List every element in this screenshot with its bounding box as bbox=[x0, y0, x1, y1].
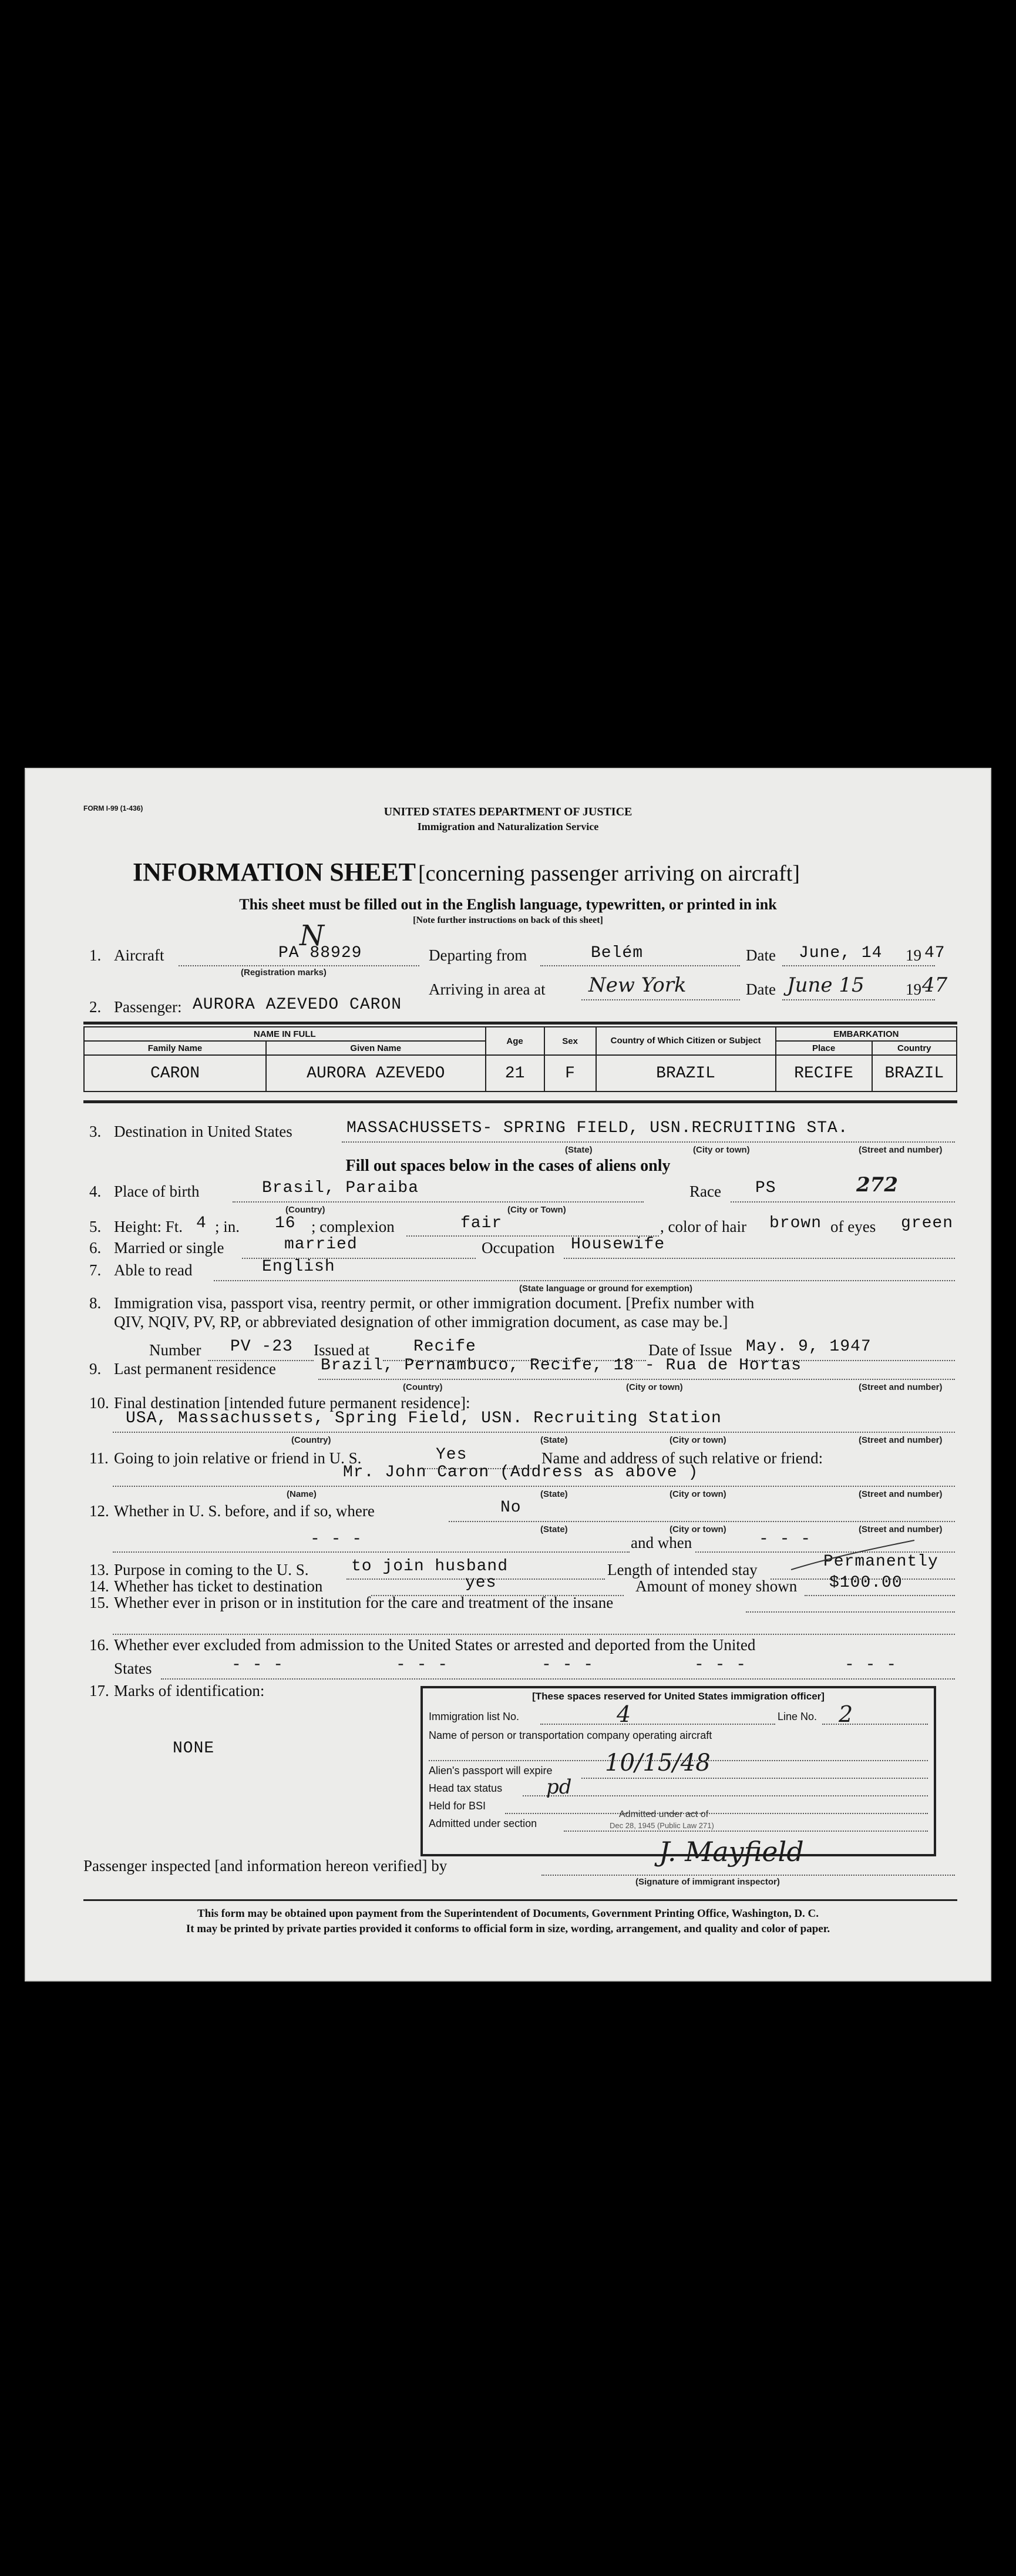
departure-date-line bbox=[782, 965, 935, 966]
residence-country-caption: (Country) bbox=[403, 1382, 443, 1392]
stay-hand-stroke bbox=[788, 1537, 917, 1573]
officer-box-title: [These spaces reserved for United States immigration officer] bbox=[532, 1691, 825, 1702]
birth-label: Place of birth bbox=[114, 1183, 200, 1200]
admitted-stamp-line1: Admitted under act of bbox=[619, 1809, 709, 1819]
occupation-label: Occupation bbox=[482, 1239, 555, 1257]
item-number-3: 3. bbox=[89, 1123, 102, 1140]
bsi-line bbox=[505, 1813, 928, 1814]
joining-name-label: Name and address of such relative or friend: bbox=[541, 1449, 823, 1467]
form-number: FORM I-99 (1-436) bbox=[83, 804, 143, 812]
marks-value: NONE bbox=[173, 1739, 215, 1758]
before-value: No bbox=[500, 1499, 522, 1517]
page-title: INFORMATION SHEET [concerning passenger arriving on aircraft] bbox=[133, 858, 800, 886]
item-number-11: 11. bbox=[89, 1449, 109, 1467]
arrival-date-label: Date bbox=[746, 980, 776, 998]
inspector-signature: J. Mayfield bbox=[659, 1836, 804, 1868]
before-when-value: - - - bbox=[759, 1530, 812, 1549]
item-number-8: 8. bbox=[89, 1294, 102, 1312]
destination-city-caption: (City or town) bbox=[693, 1145, 750, 1155]
line-number-value: 2 bbox=[839, 1701, 853, 1727]
before-label: Whether in U. S. before, and if so, where bbox=[114, 1502, 375, 1520]
joining-value: Yes bbox=[436, 1446, 467, 1464]
footer-line1: This form may be obtained upon payment from the Superintendent of Documents, Government Printing Office, Washington, D. C. bbox=[197, 1907, 819, 1920]
final-destination-label: Final destination [intended future permanent residence]: bbox=[114, 1394, 470, 1412]
head-tax-line bbox=[523, 1795, 928, 1796]
ticket-label: Whether has ticket to destination bbox=[114, 1577, 323, 1595]
purpose-value: to join husband bbox=[351, 1557, 509, 1576]
item-number-9: 9. bbox=[89, 1360, 102, 1378]
age-header: Age bbox=[486, 1027, 544, 1055]
arrival-year-value: 47 bbox=[922, 973, 948, 997]
list-number-line bbox=[540, 1724, 775, 1725]
friend-name-caption: (Name) bbox=[287, 1489, 317, 1499]
married-value: married bbox=[284, 1235, 358, 1254]
destination-street-caption: (Street and number) bbox=[859, 1145, 943, 1155]
hair-label: , color of hair bbox=[660, 1218, 746, 1235]
registration-caption: (Registration marks) bbox=[241, 968, 327, 978]
passport-expire-label: Alien's passport will expire bbox=[429, 1765, 553, 1776]
item-number-15: 15. bbox=[89, 1594, 109, 1611]
service-name: Immigration and Naturalization Service bbox=[417, 821, 599, 832]
visa-issued-label: Issued at bbox=[314, 1341, 370, 1359]
arriving-label: Arriving in area at bbox=[429, 980, 546, 998]
race-line bbox=[731, 1201, 955, 1203]
place-header: Place bbox=[776, 1041, 872, 1055]
officer-box bbox=[420, 1686, 936, 1856]
read-line bbox=[214, 1280, 955, 1281]
joining-label: Going to join relative or friend in U. S. bbox=[114, 1449, 362, 1467]
footer-rule bbox=[83, 1899, 957, 1901]
place-value: RECIFE bbox=[776, 1055, 872, 1091]
head-tax-label: Head tax status bbox=[429, 1782, 503, 1794]
given-name-header: Given Name bbox=[266, 1041, 486, 1055]
inspector-caption: (Signature of immigrant inspector) bbox=[635, 1877, 780, 1887]
admitted-section-label: Admitted under section bbox=[429, 1818, 537, 1829]
item-number-7: 7. bbox=[89, 1261, 102, 1279]
arriving-value: New York bbox=[588, 973, 687, 997]
departing-line bbox=[540, 965, 740, 966]
citizen-value: BRAZIL bbox=[596, 1055, 776, 1091]
departing-label: Departing from bbox=[429, 946, 527, 964]
table-top-rule bbox=[83, 1022, 957, 1025]
money-label: Amount of money shown bbox=[635, 1577, 798, 1595]
residence-label: Last permanent residence bbox=[114, 1360, 276, 1378]
excluded-line bbox=[161, 1678, 955, 1680]
final-country-caption: (Country) bbox=[291, 1435, 331, 1445]
inspected-label: Passenger inspected [and information hereon verified] by bbox=[83, 1857, 448, 1875]
aircraft-line bbox=[179, 965, 419, 966]
embarkation-header: EMBARKATION bbox=[776, 1027, 957, 1041]
destination-state-caption: (State) bbox=[565, 1145, 593, 1155]
sex-header: Sex bbox=[544, 1027, 596, 1055]
visa-text-line2: QIV, NQIV, PV, RP, or abbreviated designation of other immigration document, as case may be.] bbox=[114, 1313, 728, 1331]
before-where-line bbox=[113, 1551, 630, 1553]
friend-street-caption: (Street and number) bbox=[859, 1489, 943, 1499]
item-number-10: 10. bbox=[89, 1394, 109, 1412]
before-state-caption: (State) bbox=[540, 1524, 568, 1534]
departure-year-prefix: 19 bbox=[906, 946, 921, 964]
prison-line bbox=[746, 1611, 955, 1613]
eyes-value: green bbox=[901, 1214, 954, 1232]
aircraft-label: Aircraft bbox=[114, 946, 164, 964]
visa-issued-value: Recife bbox=[413, 1338, 476, 1356]
friend-value: Mr. John Caron (Address as above ) bbox=[343, 1463, 699, 1482]
money-value: $100.00 bbox=[829, 1574, 903, 1592]
bsi-label: Held for BSI bbox=[429, 1800, 486, 1812]
country-value: BRAZIL bbox=[872, 1055, 957, 1091]
final-destination-line bbox=[113, 1432, 955, 1433]
race-value: PS bbox=[755, 1179, 776, 1197]
arrival-date-line bbox=[782, 999, 935, 1000]
height-in-value: 16 bbox=[275, 1214, 296, 1232]
aircraft-value: PA 88929 bbox=[278, 944, 362, 962]
item-number-1: 1. bbox=[89, 946, 102, 964]
visa-text-line1: Immigration visa, passport visa, reentry permit, or other immigration document. [Prefix number with bbox=[114, 1294, 755, 1312]
complexion-value: fair bbox=[460, 1214, 503, 1232]
passport-expire-line bbox=[581, 1778, 928, 1779]
name-in-full-header: NAME IN FULL bbox=[84, 1027, 486, 1041]
item-number-5: 5. bbox=[89, 1218, 102, 1235]
occupation-line bbox=[564, 1258, 955, 1259]
admitted-stamp-line2: Dec 28, 1945 (Public Law 271) bbox=[610, 1821, 714, 1830]
final-city-caption: (City or town) bbox=[670, 1435, 726, 1445]
purpose-label: Purpose in coming to the U. S. bbox=[114, 1561, 309, 1578]
excluded-label: Whether ever excluded from admission to the United States or arrested and deported from the United bbox=[114, 1636, 756, 1654]
sex-value: F bbox=[544, 1055, 596, 1091]
ticket-value: yes bbox=[465, 1574, 497, 1592]
admitted-section-line bbox=[564, 1831, 928, 1832]
arrival-year-prefix: 19 bbox=[906, 980, 921, 998]
occupation-value: Housewife bbox=[571, 1235, 665, 1254]
before-street-caption: (Street and number) bbox=[859, 1524, 943, 1534]
department-name: UNITED STATES DEPARTMENT OF JUSTICE bbox=[383, 805, 633, 818]
aircraft-hand-mark: N bbox=[300, 919, 324, 952]
before-city-caption: (City or town) bbox=[670, 1524, 726, 1534]
item-number-12: 12. bbox=[89, 1502, 109, 1520]
read-value: English bbox=[262, 1258, 335, 1276]
birth-country-caption: (Country) bbox=[285, 1205, 325, 1215]
form-sheet bbox=[25, 768, 991, 1981]
eyes-label: of eyes bbox=[830, 1218, 876, 1235]
married-label: Married or single bbox=[114, 1239, 224, 1257]
excluded-dash-4: - - - bbox=[694, 1656, 747, 1674]
table-bottom-rule bbox=[83, 1100, 957, 1103]
final-state-caption: (State) bbox=[540, 1435, 568, 1445]
height-in-label: ; in. bbox=[215, 1218, 240, 1235]
item-number-13: 13. bbox=[89, 1561, 109, 1578]
friend-state-caption: (State) bbox=[540, 1489, 568, 1499]
race-hand-value: 272 bbox=[856, 1173, 898, 1197]
citizen-header: Country of Which Citizen or Subject bbox=[596, 1027, 776, 1055]
excluded-dash-5: - - - bbox=[845, 1656, 897, 1674]
stay-label: Length of intended stay bbox=[607, 1561, 758, 1578]
excluded-dash-3: - - - bbox=[541, 1656, 594, 1674]
departure-date-label: Date bbox=[746, 946, 776, 964]
money-line bbox=[805, 1595, 955, 1596]
final-street-caption: (Street and number) bbox=[859, 1435, 943, 1445]
excluded-states-label: States bbox=[114, 1660, 152, 1677]
family-name-value: CARON bbox=[84, 1055, 266, 1091]
instruction-text: This sheet must be filled out in the English language, typewritten, or printed in ink bbox=[239, 896, 777, 913]
destination-label: Destination in United States bbox=[114, 1123, 292, 1140]
excluded-dash-1: - - - bbox=[231, 1656, 284, 1674]
item-number-6: 6. bbox=[89, 1239, 102, 1257]
final-destination-value: USA, Massachussets, Spring Field, USN. Recruiting Station bbox=[126, 1409, 722, 1428]
passenger-label: Passenger: bbox=[114, 998, 182, 1016]
arrival-date-value: June 15 bbox=[787, 973, 864, 997]
visa-issue-date-value: May. 9, 1947 bbox=[746, 1338, 872, 1356]
before-when-label: and when bbox=[631, 1534, 692, 1551]
passenger-table bbox=[83, 1026, 957, 1092]
footer-line2: It may be printed by private parties provided it conforms to official form in size, wording, arrangement, and quality and color of paper. bbox=[186, 1923, 830, 1935]
residence-value: Brazil, Pernambuco, Recife, 18 - Rua de Hortas bbox=[321, 1356, 802, 1375]
residence-line bbox=[318, 1379, 955, 1380]
note-text: [Note further instructions on back of this sheet] bbox=[413, 915, 603, 925]
birth-city-caption: (City or Town) bbox=[507, 1205, 566, 1215]
departure-date-value: June, 14 bbox=[799, 944, 883, 962]
height-ft-value: 4 bbox=[196, 1214, 207, 1232]
marks-label: Marks of identification: bbox=[114, 1682, 265, 1700]
head-tax-value: pd bbox=[546, 1775, 572, 1799]
item-number-4: 4. bbox=[89, 1183, 102, 1200]
birth-value: Brasil, Paraiba bbox=[262, 1179, 419, 1197]
passport-expire-value: 10/15/48 bbox=[605, 1749, 711, 1776]
read-caption: (State language or ground for exemption) bbox=[519, 1284, 693, 1294]
visa-issue-date-label: Date of Issue bbox=[648, 1341, 732, 1359]
company-label: Name of person or transportation company operating aircraft bbox=[429, 1729, 712, 1741]
given-name-value: AURORA AZEVEDO bbox=[266, 1055, 486, 1091]
item-number-16: 16. bbox=[89, 1636, 109, 1654]
destination-value: MASSACHUSSETS- SPRING FIELD, USN.RECRUITING STA. bbox=[346, 1119, 849, 1137]
passenger-value: AURORA AZEVEDO CARON bbox=[193, 996, 402, 1014]
before-line bbox=[449, 1521, 955, 1522]
residence-city-caption: (City or town) bbox=[626, 1382, 683, 1392]
departure-year-value: 47 bbox=[924, 944, 946, 962]
arriving-line bbox=[581, 999, 740, 1000]
prison-line-2 bbox=[113, 1634, 955, 1635]
age-value: 21 bbox=[486, 1055, 544, 1091]
inspected-line bbox=[541, 1875, 955, 1876]
list-number-label: Immigration list No. bbox=[429, 1711, 520, 1722]
race-label: Race bbox=[689, 1183, 721, 1200]
hair-value: brown bbox=[769, 1214, 822, 1232]
before-dashes: - - - bbox=[310, 1530, 363, 1549]
destination-line bbox=[342, 1141, 955, 1143]
prison-label: Whether ever in prison or in institution for the care and treatment of the insane bbox=[114, 1594, 614, 1611]
stay-value: Permanently bbox=[823, 1553, 938, 1571]
line-number-label: Line No. bbox=[778, 1711, 817, 1722]
aliens-note: Fill out spaces below in the cases of aliens only bbox=[345, 1157, 671, 1175]
list-number-value: 4 bbox=[617, 1701, 631, 1727]
height-label: Height: Ft. bbox=[114, 1218, 183, 1235]
departing-value: Belém bbox=[591, 944, 644, 962]
visa-number-value: PV -23 bbox=[230, 1338, 293, 1356]
complexion-label: ; complexion bbox=[311, 1218, 395, 1235]
excluded-dash-2: - - - bbox=[396, 1656, 449, 1674]
family-name-header: Family Name bbox=[84, 1041, 266, 1055]
item-number-2: 2. bbox=[89, 998, 102, 1016]
item-number-17: 17. bbox=[89, 1682, 109, 1700]
line-number-line bbox=[822, 1724, 928, 1725]
country-header: Country bbox=[872, 1041, 957, 1055]
friend-line bbox=[113, 1486, 955, 1487]
item-number-14: 14. bbox=[89, 1577, 109, 1595]
friend-city-caption: (City or town) bbox=[670, 1489, 726, 1499]
visa-number-label: Number bbox=[149, 1341, 201, 1359]
birth-line bbox=[233, 1201, 644, 1203]
read-label: Able to read bbox=[114, 1261, 193, 1279]
residence-street-caption: (Street and number) bbox=[859, 1382, 943, 1392]
